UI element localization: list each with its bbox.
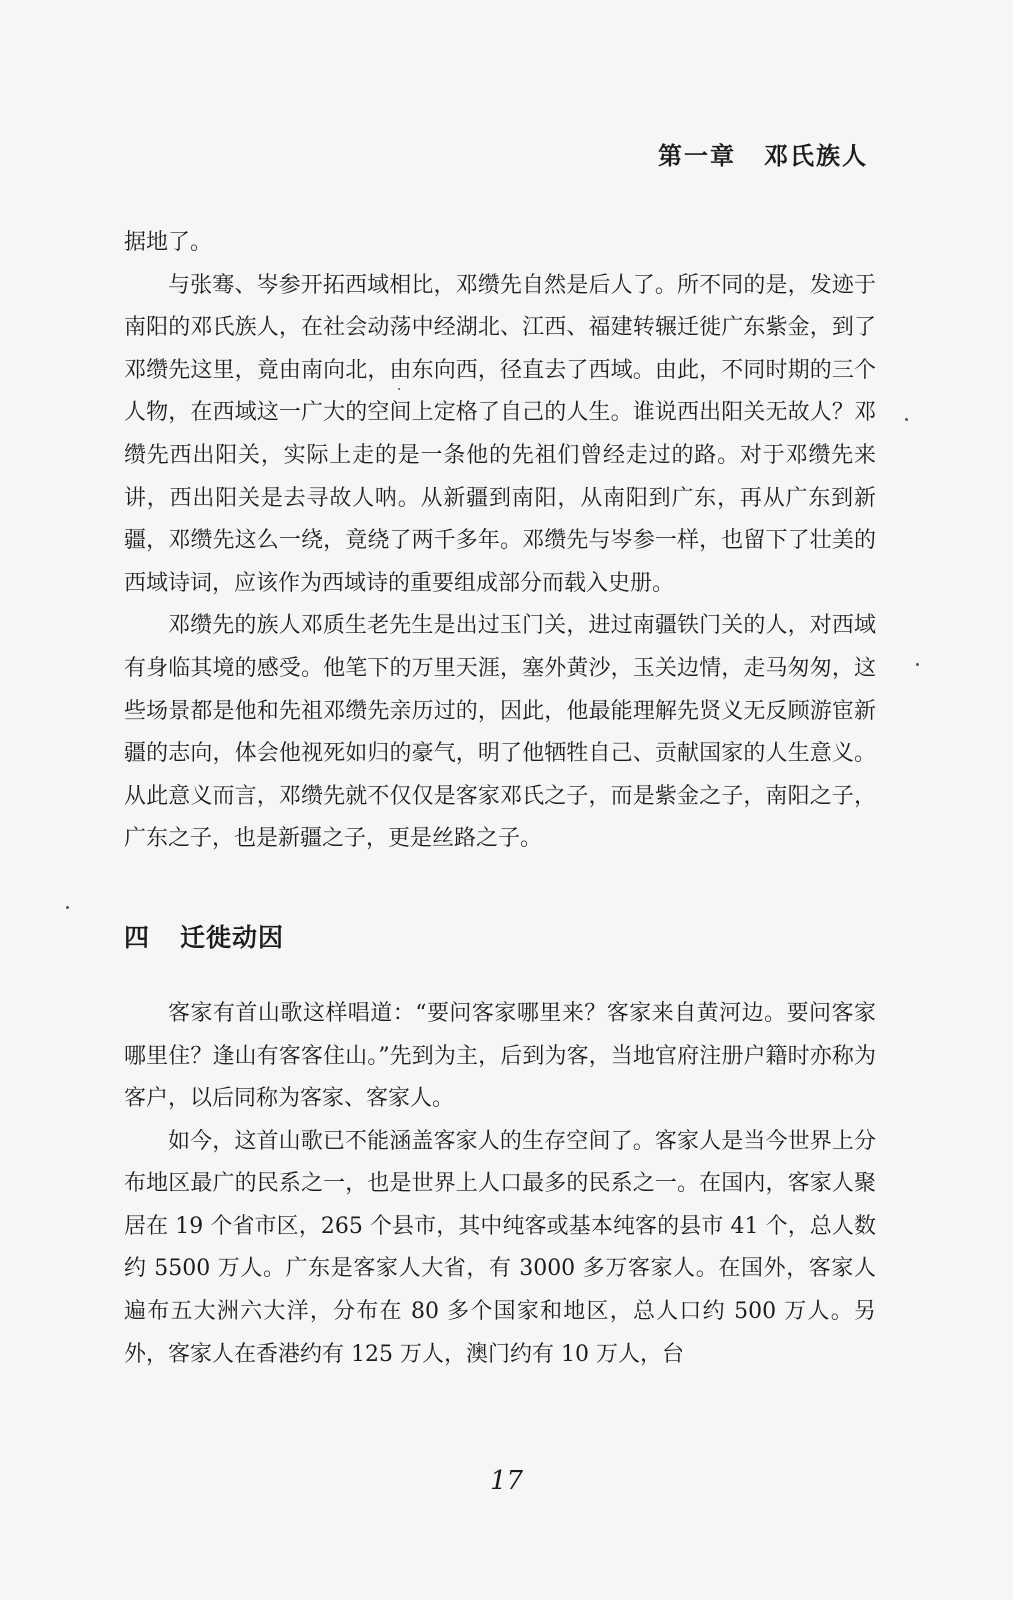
paragraph: 如今，这首山歌已不能涵盖客家人的生存空间了。客家人是当今世界上分布地区最广的民系之一，也是世界上人口最多的民系之一。在国内，客家人聚居在 19 个省市区，265 个县市，其中纯客或基本纯客的县市 41 个，总人数约 5500 万人。广东是客家人大省，有 3000 多万客家人。在国外，客家人遍布五大洲六大洋，分布在 80 多个国家和地区，总人口约 500 万人。另外，客家人在香港约有 125 万人，澳门约有 10 万人，台 bbox=[124, 1128, 876, 1367]
chapter-title: 邓氏族人 bbox=[764, 141, 868, 170]
section-number: 四 bbox=[124, 922, 151, 952]
scan-speck bbox=[905, 418, 908, 421]
section-title: 迁徙动因 bbox=[180, 922, 285, 952]
scan-speck bbox=[916, 663, 919, 666]
body-text bbox=[124, 222, 876, 1376]
page-number: 17 bbox=[489, 1466, 524, 1496]
scan-speck bbox=[66, 906, 69, 909]
section-heading bbox=[124, 917, 876, 959]
paragraph: 邓缵先的族人邓质生老先生是出过玉门关，进过南疆铁门关的人，对西域有身临其境的感受。他笔下的万里天涯，塞外黄沙，玉关边情，走马匆匆，这些场景都是他和先祖邓缵先亲历过的，因此，他最能理解先贤义无反顾游宦新疆的志向，体会他视死如归的豪气，明了他牺牲自己、贡献国家的人生意义。从此意义而言，邓缵先就不仅仅是客家邓氏之子，而是紫金之子，南阳之子，广东之子，也是新疆之子，更是丝路之子。 bbox=[124, 613, 876, 852]
paragraph: 客家有首山歌这样唱道：“要问客家哪里来？客家来自黄河边。要问客家哪里住？逢山有客客住山。”先到为主，后到为客，当地官府注册户籍时亦称为客户，以后同称为客家、客家人。 bbox=[124, 1000, 876, 1112]
paragraph: 与张骞、岑参开拓西域相比，邓缵先自然是后人了。所不同的是，发迹于南阳的邓氏族人，在社会动荡中经湖北、江西、福建转辗迁徙广东紫金，到了邓缵先这里，竟由南向北，由东向西，径直去了西域。由此，不同时期的三个人物，在西域这一广大的空间上定格了自己的人生。谁说西出阳关无故人？邓缵先西出阳关，实际上走的是一条他的先祖们曾经走过的路。对于邓缵先来讲，西出阳关是去寻故人呐。从新疆到南阳，从南阳到广东，再从广东到新疆，邓缵先这么一绕，竟绕了两千多年。邓缵先与岑参一样，也留下了壮美的西域诗词，应该作为西域诗的重要组成部分而载入史册。 bbox=[124, 272, 876, 596]
scan-speck bbox=[398, 388, 400, 390]
running-header bbox=[658, 136, 868, 171]
chapter-number: 第一章 bbox=[658, 141, 736, 170]
paragraph: 据地了。 bbox=[124, 230, 213, 255]
